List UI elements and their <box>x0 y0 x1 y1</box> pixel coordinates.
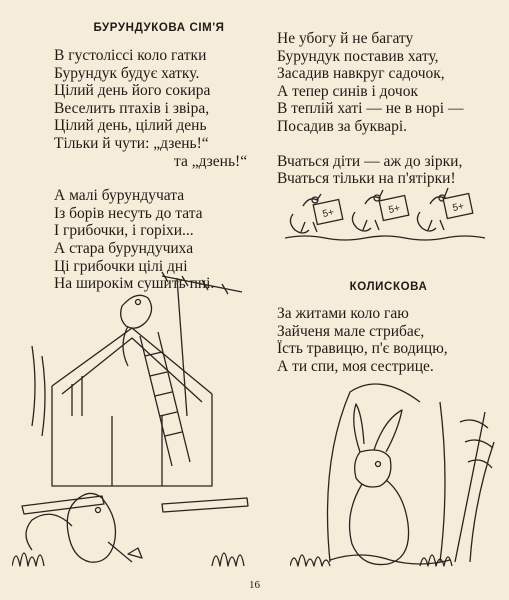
poem-line: Засадив навкруг садочок, <box>277 65 445 83</box>
poem-line: Веселить птахів і звіра, <box>54 99 210 117</box>
poem-line: І грибочки, і горіхи... <box>54 222 194 240</box>
slate-3-mark: 5+ <box>451 200 466 215</box>
poem-line: А тепер синів і дочок <box>277 82 418 100</box>
poem-line: Ці грибочки цілі дні <box>54 257 188 275</box>
poem-line: Цілий день його сокира <box>54 82 211 100</box>
slate-2-mark: 5+ <box>387 202 402 217</box>
poem-line: Цілий день, цілий день <box>54 117 207 135</box>
poem-line: Бурундук поставив хату, <box>277 47 439 65</box>
poem1-stanza-3 <box>277 30 502 136</box>
poem-line: В густоліссі коло гатки <box>54 47 207 64</box>
poem-line: Вчаться тільки на п'ятірки! <box>277 170 456 188</box>
page-number: 16 <box>249 579 260 591</box>
poem2-stanza-1 <box>270 305 495 375</box>
poem-line: Із борів несуть до тата <box>54 204 203 222</box>
poem-line: та „дзень!“ <box>174 152 248 170</box>
poem-line: Бурундук будує хатку. <box>54 64 200 82</box>
poem-line: За житами коло гаю <box>277 305 409 322</box>
slate-1 <box>313 200 343 225</box>
poem-line: Тільки й чути: „дзень!“ <box>54 134 209 152</box>
poem1-title: БУРУНДУКОВА СІМ'Я <box>93 22 225 34</box>
poem-line: Їсть травицю, п'є водицю, <box>277 340 448 358</box>
poem-line: А малі бурундучата <box>54 187 185 205</box>
slate-3 <box>443 194 473 219</box>
poem-line: В теплій хаті — не в норі — <box>277 100 464 118</box>
poem-line: Вчаться діти — аж до зірки, <box>277 152 463 170</box>
poem-line: Посадив за букварі. <box>277 117 408 135</box>
slate-2 <box>379 196 409 221</box>
poem-line: Зайченя мале стрибає, <box>277 322 425 340</box>
slate-1-mark: 5+ <box>321 206 336 221</box>
poem1-stanza-1 <box>54 47 264 170</box>
chipmunk-building-house-illustration <box>12 266 257 576</box>
poem-line: А ти спи, моя сестрице. <box>277 357 434 375</box>
poem2-column <box>270 281 495 375</box>
poem-line: Не убогу й не багату <box>277 30 414 47</box>
poem1-column <box>54 22 264 293</box>
poem-line: На широкім сушить пні. <box>54 275 215 293</box>
poem1-continuation-column <box>277 30 502 188</box>
rabbit-in-grass-illustration <box>290 372 500 572</box>
poem2-title: КОЛИСКОВА <box>349 281 428 293</box>
chipmunks-with-slates-illustration <box>285 176 485 246</box>
poem-line: А стара бурундучиха <box>54 239 194 257</box>
